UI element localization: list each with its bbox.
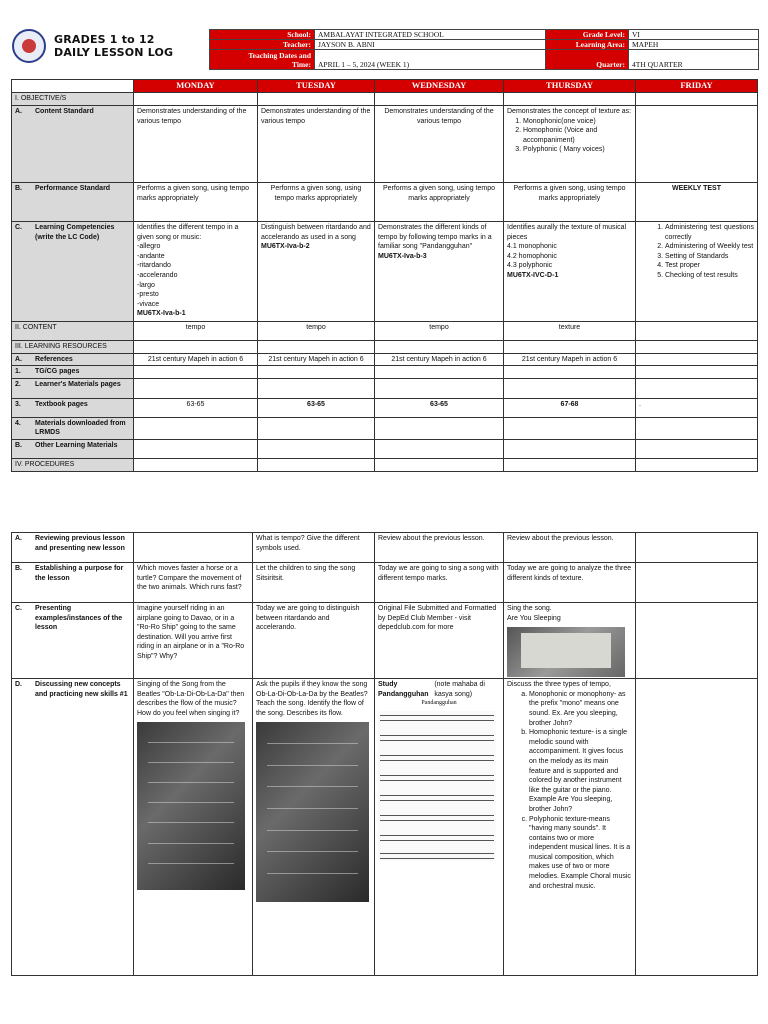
discussing-mon (134, 679, 253, 976)
references-row (12, 353, 758, 366)
other-materials-row (12, 439, 758, 458)
row-label: TG/CG pages (35, 368, 80, 376)
text-line: Discuss the three types of tempo, (507, 681, 611, 689)
list-item: 3. Setting of Standards (665, 252, 754, 262)
tg-row (12, 366, 758, 379)
dates-label (210, 50, 315, 70)
purpose-tue: Let the children to sing the song Sitsiritsit. (253, 563, 375, 603)
purpose-label (12, 563, 134, 603)
row-key: D. (15, 681, 22, 689)
procedures-section-row (12, 458, 758, 471)
lrmds-label (12, 417, 134, 439)
music-score-image (378, 711, 496, 861)
dates-value: APRIL 1 – 5, 2024 (WEEK 1) (315, 50, 546, 70)
reviewing-row (12, 533, 758, 563)
references-mon: 21st century Mapeh in action 6 (134, 353, 258, 366)
resources-section-label: III. LEARNING RESOURCES (12, 341, 134, 354)
row-key: B. (15, 185, 22, 192)
reviewing-label (12, 533, 134, 563)
title-line1: GRADES 1 to 12 (54, 33, 155, 46)
list-item: 2. Administering of Weekly test (665, 242, 754, 252)
row-label: Learning Competencies (write the LC Code) (35, 224, 115, 241)
content-fri (636, 322, 758, 341)
song-lyrics-photo (137, 722, 245, 890)
title-line2: DAILY LESSON LOG (54, 46, 174, 59)
performance-tue: Performs a given song, using tempo marks appropriately (258, 183, 375, 222)
list-item: 3. Polyphonic ( Many voices) (523, 145, 632, 155)
text-line: Demonstrates the different kinds of tempo by following tempo marks in a familiar song "Pandangguhan" (378, 224, 492, 251)
other-materials-label (12, 439, 134, 458)
discussing-tue (253, 679, 375, 976)
day-header-monday: MONDAY (134, 80, 258, 93)
row-key: B. (15, 565, 22, 572)
textbook-row (12, 398, 758, 417)
row-key: A. (15, 535, 22, 542)
text-line: -presto (137, 291, 159, 299)
content-wed: tempo (375, 322, 504, 341)
procedures-table (11, 532, 758, 976)
row-key: C. (15, 224, 22, 231)
weekly-test-list (639, 223, 754, 281)
area-label: Learning Area: (546, 40, 629, 50)
lm-row (12, 378, 758, 398)
row-key: A. (15, 355, 22, 363)
tg-label (12, 366, 134, 379)
competencies-tue (258, 222, 375, 322)
objectives-section-label: I. OBJECTIVE/S (12, 93, 134, 106)
content-section-label: II. CONTENT (12, 322, 134, 341)
purpose-thu: Today we are going to analyze the three different kinds of texture. (504, 563, 636, 603)
discussing-label (12, 679, 134, 976)
day-header-tuesday: TUESDAY (258, 80, 375, 93)
performance-wed: Performs a given song, using tempo marks appropriately (375, 183, 504, 222)
list-item: 2. Homophonic (Voice and accompaniment) (523, 126, 632, 145)
page-title (54, 33, 173, 59)
list-item: a. Monophonic or monophony- as the prefix "mono" means one sound. Ex. Are you sleeping, brother John? (529, 690, 632, 728)
lc-code: MU6TX-Iva-b-3 (378, 252, 427, 260)
text-line: Singing of the Song from the Beatles "Ob-La-Di-Ob-La-Da" then describes the flow of the music? How do you feel when singing it? (137, 681, 245, 717)
row-label: Content Standard (35, 108, 94, 115)
list-item: c. Polyphonic texture-means "having many sounds". It contains two or more independent musical lines. It is a musical composition, which makes use of two or more melodies. Example Choral music and orchestral music. (529, 815, 632, 892)
performance-thu: Performs a given song, using tempo marks appropriately (504, 183, 636, 222)
purpose-mon: Which moves faster a horse or a turtle? Compare the movement of the two animals. Which runs fast? (134, 563, 253, 603)
objectives-section-row (12, 93, 758, 106)
blank-header-cell (12, 80, 134, 93)
song-sheet-photo (507, 627, 625, 677)
competencies-mon (134, 222, 258, 322)
text-line: 4.3 polyphonic (507, 262, 553, 270)
presenting-thu (504, 603, 636, 679)
text-line: Ask the pupils if they know the song Ob-La-Di-Ob-La-Da by the Beatles? Teach the song. Identify the flow of the song. Describes its flow. (256, 681, 368, 717)
row-key: 2. (15, 380, 21, 388)
lm-label (12, 378, 134, 398)
row-label: Performance Standard (35, 185, 111, 192)
text-line: -accelerando (137, 271, 178, 279)
study-title: Study Pandangguhan (378, 681, 429, 698)
list-item: b. Homophonic texture- is a single melodic sound with accompaniment. It gives focus on the melody as its main feature and is supported and colored by another instrument like the guitar or the piano. Example Are You sleeping, brother John? (529, 728, 632, 814)
text-line: Distinguish between ritardando and accelerando as used in a song (261, 224, 371, 241)
row-label: Establishing a purpose for the lesson (35, 565, 124, 582)
content-row (12, 322, 758, 341)
texture-list (507, 117, 632, 155)
reviewing-tue: What is tempo? Give the different symbols used. (253, 533, 375, 563)
discussing-thu (504, 679, 636, 976)
grade-label: Grade Level: (546, 30, 629, 40)
row-key: B. (15, 441, 22, 449)
performance-standard-row (12, 183, 758, 222)
textbook-label (12, 398, 134, 417)
reviewing-thu: Review about the previous lesson. (504, 533, 636, 563)
textbook-tue: 63-65 (258, 398, 375, 417)
list-item: 1. Administering test questions correctly (665, 223, 754, 242)
competencies-thu (504, 222, 636, 322)
area-value: MAPEH (629, 40, 759, 50)
content-standard-row (12, 106, 758, 183)
study-heading (378, 680, 500, 699)
row-label: Materials downloaded from LRMDS (35, 419, 126, 437)
content-mon: tempo (134, 322, 258, 341)
resources-section-row (12, 341, 758, 354)
day-header-thursday: THURSDAY (504, 80, 636, 93)
score-caption: Pandangguhan (421, 700, 457, 707)
dates-label-2: Time: (291, 59, 311, 69)
presenting-mon: Imagine yourself riding in an airplane going to Davao, or in a "Ro-Ro Ship" going to the same destination. Will you arrive first riding in an airplane or in a "Ro-Ro Ship"? Why? (134, 603, 253, 679)
presenting-row (12, 603, 758, 679)
row-label: Discussing new concepts and practicing new skills #1 (35, 681, 128, 698)
references-label (12, 353, 134, 366)
discussing-row (12, 679, 758, 976)
texture-types-list (507, 690, 632, 891)
lc-code: MU6TX-IVC-D-1 (507, 271, 559, 279)
text-line: 4.2 homophonic (507, 252, 557, 260)
competencies-row (12, 222, 758, 322)
list-item: 1. Monophonic(one voice) (523, 117, 632, 127)
lrmds-row (12, 417, 758, 439)
competencies-fri (636, 222, 758, 322)
lc-code: MU6TX-Iva-b-2 (261, 243, 310, 251)
textbook-thu: 67-68 (504, 398, 636, 417)
competencies-wed (375, 222, 504, 322)
day-header-row (12, 80, 758, 93)
references-wed: 21st century Mapeh in action 6 (375, 353, 504, 366)
content-standard-tue: Demonstrates understanding of the various tempo (258, 106, 375, 183)
day-header-wednesday: WEDNESDAY (375, 80, 504, 93)
procedures-section-label: IV. PROCEDURES (12, 458, 134, 471)
performance-standard-label (12, 183, 134, 222)
content-standard-wed: Demonstrates understanding of the various tempo (375, 106, 504, 183)
text-line: Identifies the different tempo in a given song or music: (137, 224, 239, 241)
row-key: 4. (15, 419, 21, 427)
discussing-wed (375, 679, 504, 976)
textbook-fri: . (636, 398, 758, 417)
content-standard-label (12, 106, 134, 183)
header-info-right (545, 29, 759, 70)
text-line: Are You Sleeping (507, 614, 561, 622)
list-item: 4. Test proper (665, 261, 754, 271)
content-standard-thu (504, 106, 636, 183)
text-line: 4.1 monophonic (507, 243, 557, 251)
competencies-label (12, 222, 134, 322)
day-header-friday: FRIDAY (636, 80, 758, 93)
school-value: AMBALAYAT INTEGRATED SCHOOL (315, 30, 546, 40)
song-lyrics-photo (256, 722, 369, 902)
text-line: -andante (137, 252, 165, 260)
references-tue: 21st century Mapeh in action 6 (258, 353, 375, 366)
quarter-value (629, 50, 759, 70)
deped-seal-logo (12, 29, 46, 63)
text-line: -allegro (137, 243, 161, 251)
dates-label-1: Teaching Dates and (248, 50, 311, 60)
row-label: Learner's Materials pages (35, 380, 121, 388)
purpose-wed: Today we are going to sing a song with different tempo marks. (375, 563, 504, 603)
reviewing-wed: Review about the previous lesson. (375, 533, 504, 563)
content-tue: tempo (258, 322, 375, 341)
content-standard-fri (636, 106, 758, 183)
list-item: 5. Checking of test results (665, 271, 754, 281)
row-key: 1. (15, 368, 21, 376)
grade-value: VI (629, 30, 759, 40)
purpose-row (12, 563, 758, 603)
references-thu: 21st century Mapeh in action 6 (504, 353, 636, 366)
text-line: -ritardando (137, 262, 171, 270)
weekly-test-label: WEEKLY TEST (636, 183, 758, 222)
presenting-label (12, 603, 134, 679)
row-label: Textbook pages (35, 400, 88, 408)
presenting-wed: Original File Submitted and Formatted by DepEd Club Member - visit depedclub.com for more (375, 603, 504, 679)
row-label: Reviewing previous lesson and presenting new lesson (35, 535, 125, 552)
teacher-label: Teacher: (210, 40, 315, 50)
row-key: 3. (15, 400, 21, 408)
study-note: (note mahaba di kasya song) (434, 681, 485, 698)
lesson-log-table (11, 79, 758, 472)
row-key: C. (15, 605, 22, 612)
quarter-label: Quarter: (546, 50, 629, 70)
teacher-value: JAYSON B. ABNI (315, 40, 546, 50)
text-line: -largo (137, 281, 155, 289)
textbook-mon: 63-65 (134, 398, 258, 417)
presenting-tue: Today we are going to distinguish between ritardando and accelerando. (253, 603, 375, 679)
performance-mon: Performs a given song, using tempo marks appropriately (134, 183, 258, 222)
text-line: -vivace (137, 300, 160, 308)
textbook-wed: 63-65 (375, 398, 504, 417)
texture-intro: Demonstrates the concept of texture as: (507, 108, 632, 115)
content-standard-mon: Demonstrates understanding of the various tempo (134, 106, 258, 183)
text-line: Sing the song. (507, 605, 552, 612)
header-info-left (209, 29, 546, 70)
row-label: Other Learning Materials (35, 441, 118, 449)
row-label: Presenting examples/instances of the lesson (35, 605, 123, 632)
text-line: Identifies aurally the texture of musical pieces (507, 224, 627, 241)
lc-code: MU6TX-Iva-b-1 (137, 310, 186, 318)
row-label: References (35, 355, 73, 363)
quarter-text: 4TH QUARTER (632, 60, 683, 69)
content-thu: texture (504, 322, 636, 341)
school-label: School: (210, 30, 315, 40)
row-key: A. (15, 108, 22, 115)
